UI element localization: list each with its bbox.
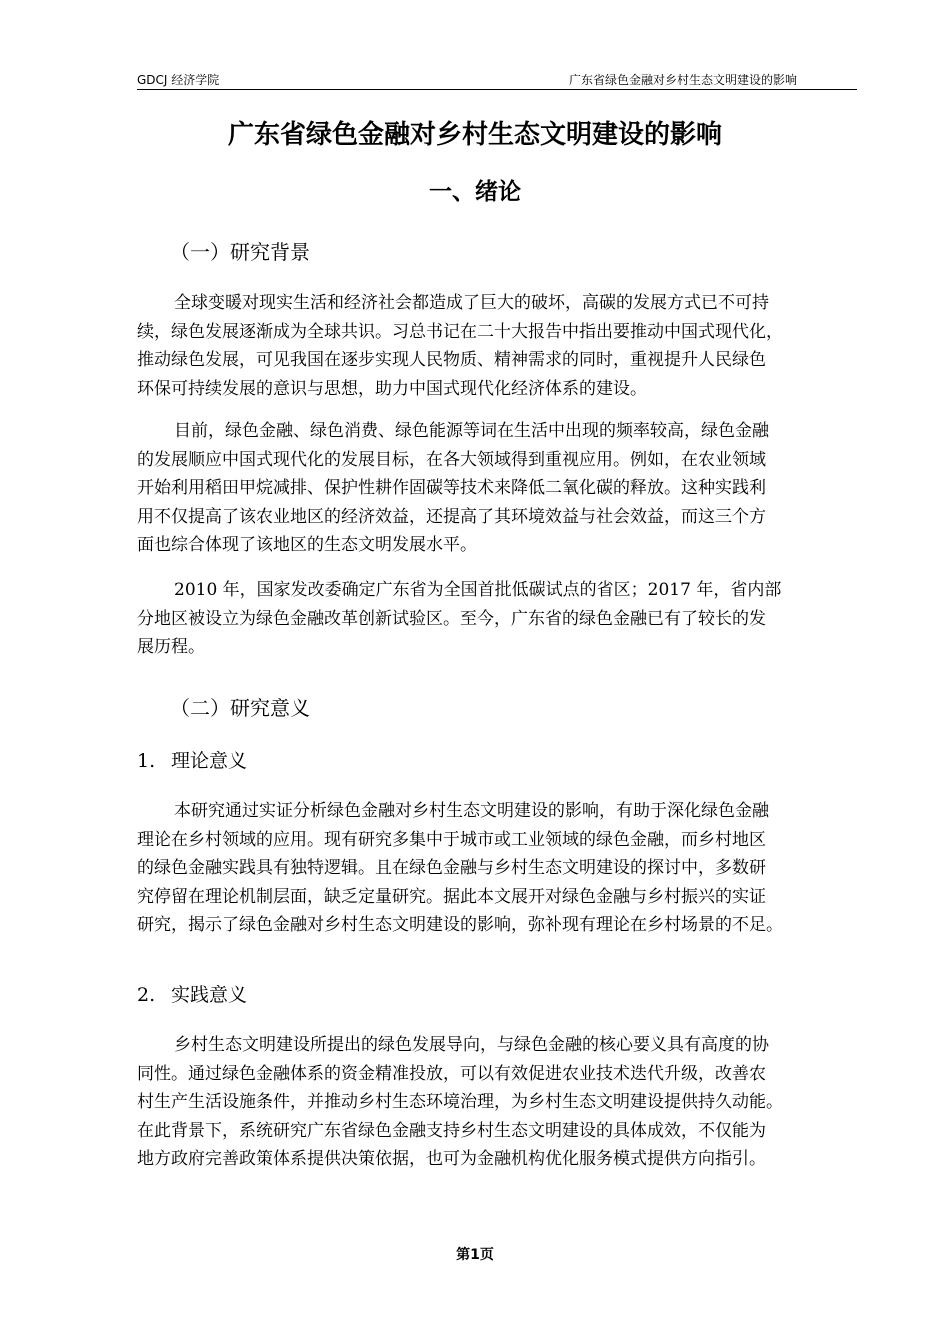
text-line: 环保可持续发展的意识与思想，助力中国式现代化经济体系的建设。: [137, 378, 647, 399]
text-line: 开始利用稻田甲烷减排、保护性耕作固碳等技术来降低二氧化碳的释放。这种实践利: [137, 478, 766, 498]
text-line: 乡村生态文明建设所提出的绿色发展导向，与绿色金融的核心要义具有高度的协: [174, 1035, 769, 1055]
text-line: 展历程。: [137, 637, 205, 657]
paragraph-practice: [137, 1031, 855, 1174]
section-heading-significance: （二）研究意义: [170, 696, 310, 720]
text-line: 目前，绿色金融、绿色消费、绿色能源等词在生活中出现的频率较高，绿色金融: [174, 421, 769, 441]
subsection-heading-practice: [137, 980, 247, 1007]
text-line: 研究，揭示了绿色金融对乡村生态文明建设的影响，弥补现有理论在乡村场景的不足。: [137, 915, 783, 935]
text-line: 本研究通过实证分析绿色金融对乡村生态文明建设的影响，有助于深化绿色金融: [174, 801, 769, 821]
subsection-title: 理论意义: [171, 750, 248, 772]
subsection-title: 实践意义: [171, 984, 248, 1006]
subsection-number: 1.: [137, 750, 156, 772]
header-right-text: 广东省绿色金融对乡村生态文明建设的影响: [568, 73, 797, 87]
text-line: 究停留在理论机制层面，缺乏定量研究。据此本文展开对绿色金融与乡村振兴的实证: [137, 886, 766, 907]
text-line: 用不仅提高了该农业地区的经济效益，还提高了其环境效益与社会效益，而这三个方: [137, 506, 766, 527]
text-line: 续，绿色发展逐渐成为全球共识。习总书记在二十大报告中指出要推动中国式现代化，: [137, 321, 783, 342]
text-line: 在此背景下，系统研究广东省绿色金融支持乡村生态文明建设的具体成效，不仅能为: [137, 1120, 766, 1141]
text-line: 推动绿色发展，可见我国在逐步实现人民物质、精神需求的同时，重视提升人民绿色: [137, 350, 766, 370]
text-line: 的绿色金融实践具有独特逻辑。且在绿色金融与乡村生态文明建设的探讨中，多数研: [137, 858, 766, 878]
text-line: 村生产生活设施条件，并推动乡村生态环境治理，为乡村生态文明建设提供持久动能。: [137, 1092, 783, 1112]
header-left-text: GDCJ 经济学院: [137, 73, 220, 87]
document-title: 广东省绿色金融对乡村生态文明建设的影响: [227, 120, 722, 150]
paragraph-background-1: [137, 289, 855, 403]
paragraph-background-3: [137, 576, 855, 662]
text-line: 全球变暖对现实生活和经济社会都造成了巨大的破坏，高碳的发展方式已不可持: [174, 293, 769, 313]
chapter-heading: 一、绪论: [429, 179, 521, 205]
text-line: 地方政府完善政策体系提供决策依据，也可为金融机构优化服务模式提供方向指引。: [137, 1149, 766, 1169]
page-number: 第1页: [456, 1247, 494, 1263]
section-heading-background: （一）研究背景: [170, 240, 310, 264]
subsection-heading-theory: [137, 746, 247, 773]
subsection-number: 2.: [137, 984, 156, 1006]
text-line: 同性。通过绿色金融体系的资金精准投放，可以有效促进农业技术迭代升级，改善农: [137, 1063, 766, 1084]
running-header: [137, 71, 857, 90]
text-line: 理论在乡村领域的应用。现有研究多集中于城市或工业领域的绿色金融，而乡村地区: [137, 829, 766, 850]
text-line: 的发展顺应中国式现代化的发展目标，在各大领域得到重视应用。例如，在农业领域: [137, 449, 766, 470]
paragraph-theory: [137, 797, 855, 940]
text-line: 2010 年，国家发改委确定广东省为全国首批低碳试点的省区；2017 年，省内部: [174, 580, 782, 600]
text-line: 分地区被设立为绿色金融改革创新试验区。至今，广东省的绿色金融已有了较长的发: [137, 608, 766, 629]
text-line: 面也综合体现了该地区的生态文明发展水平。: [137, 535, 477, 555]
paragraph-background-2: [137, 417, 855, 560]
